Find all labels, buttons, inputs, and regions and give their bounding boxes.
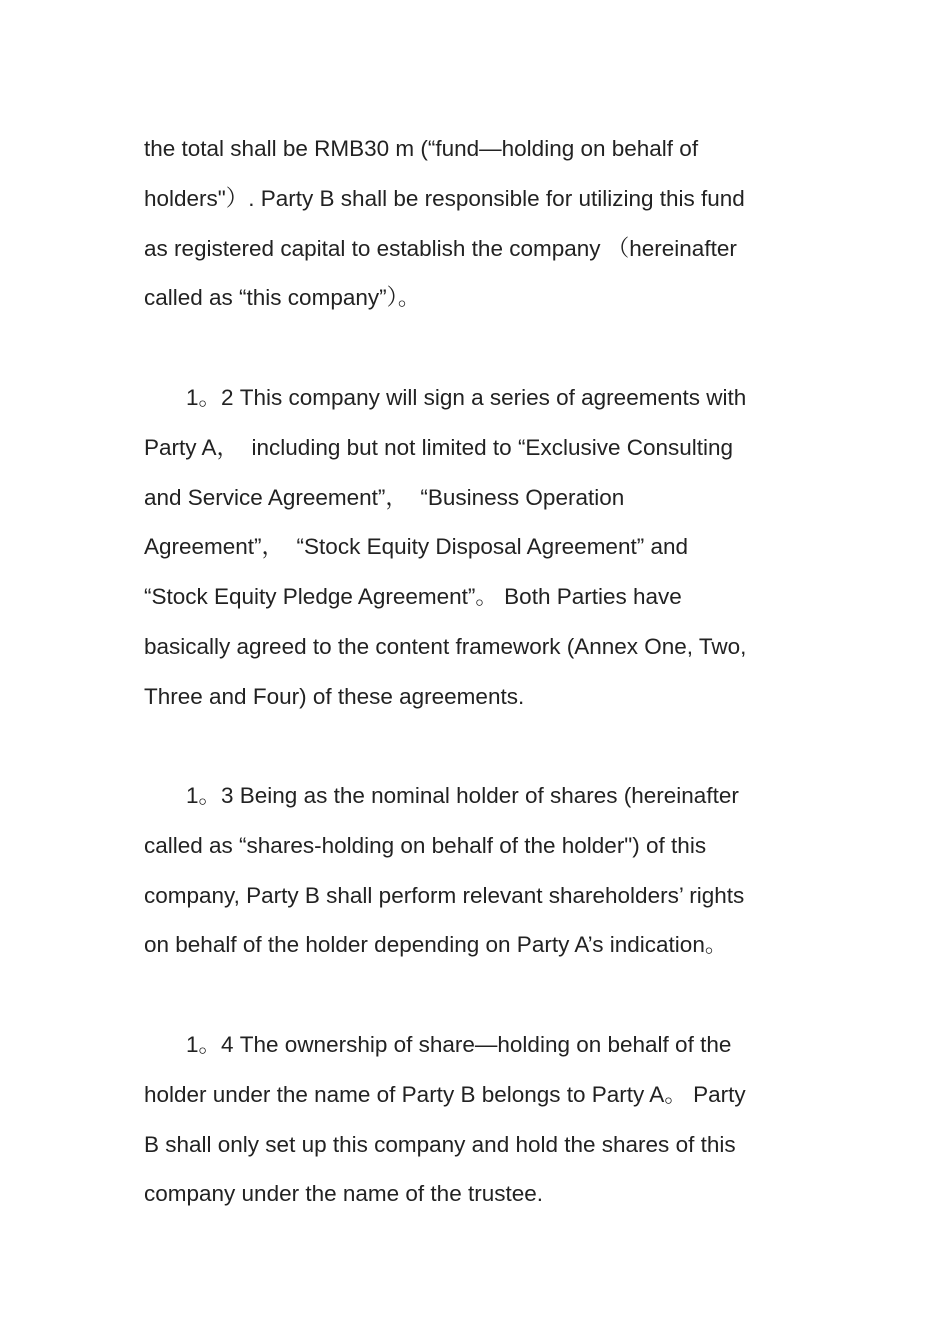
paragraph-fund-holding: [144, 124, 824, 323]
paragraph-clause-1-4: [144, 1020, 824, 1219]
paragraph-clause-1-2: [144, 373, 824, 722]
text-line: on behalf of the holder depending on Party A’s indication。: [144, 932, 728, 958]
text-line: 1。3 Being as the nominal holder of shares (hereinafter: [186, 783, 739, 808]
text-line: company, Party B shall perform relevant shareholders’ rights: [144, 882, 745, 908]
text-line: holders"）. Party B shall be responsible for utilizing this fund: [144, 185, 745, 211]
text-line: and Service Agreement”， “Business Operation: [144, 484, 625, 510]
text-line: called as “this company”）。: [144, 285, 421, 311]
text-line: Agreement”， “Stock Equity Disposal Agreement” and: [144, 534, 688, 560]
text-line: the total shall be RMB30 m (“fund—holding on behalf of: [144, 136, 699, 161]
text-line: company under the name of the trustee.: [144, 1181, 543, 1207]
text-line: called as “shares-holding on behalf of the holder") of this: [144, 832, 707, 858]
paragraph-clause-1-3: [144, 771, 824, 970]
text-line: holder under the name of Party B belongs to Party A。 Party: [144, 1081, 746, 1107]
text-line: Three and Four) of these agreements.: [144, 683, 525, 709]
text-line: “Stock Equity Pledge Agreement”。 Both Parties have: [144, 584, 682, 610]
text-line: as registered capital to establish the company （hereinafter: [144, 235, 737, 261]
text-line: B shall only set up this company and hold the shares of this: [144, 1131, 736, 1157]
text-line: basically agreed to the content framework (Annex One, Two,: [144, 633, 747, 659]
text-line: 1。4 The ownership of share—holding on behalf of the: [186, 1032, 732, 1057]
text-line: 1。2 This company will sign a series of agreements with: [186, 385, 747, 410]
text-line: Party A， including but not limited to “Exclusive Consulting: [144, 434, 734, 460]
